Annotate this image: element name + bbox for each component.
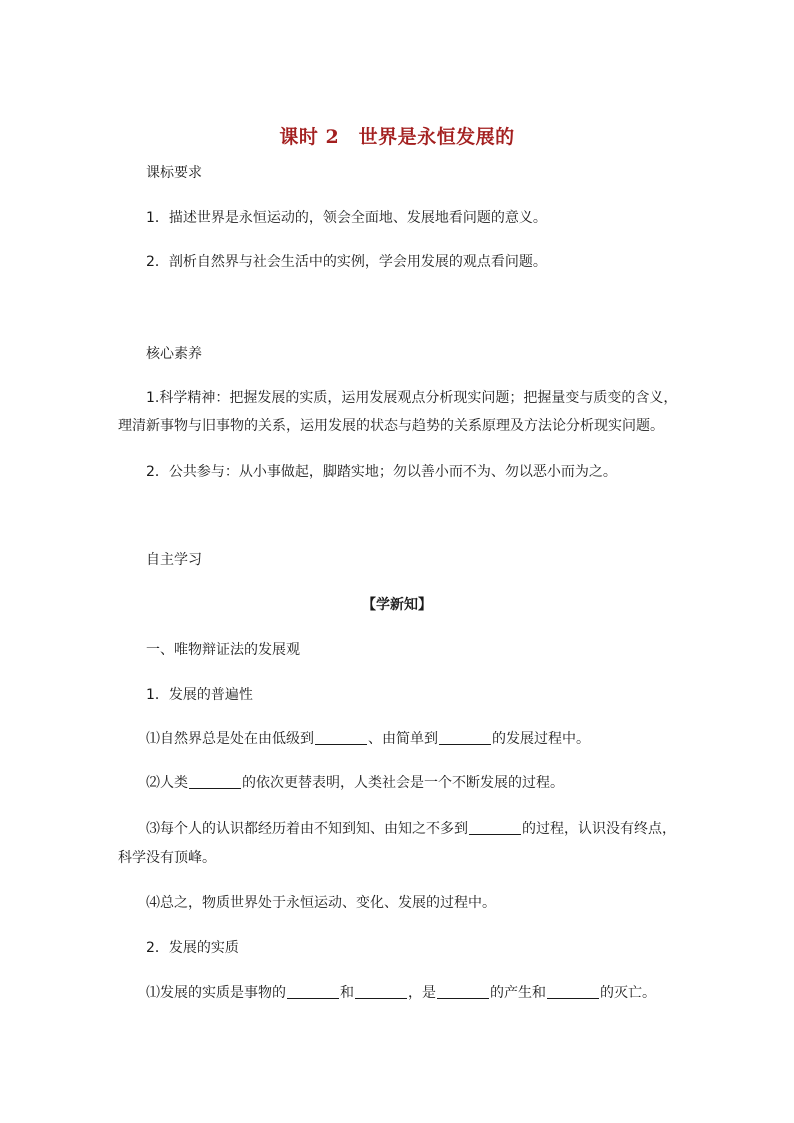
fill-blank[interactable] — [287, 984, 339, 999]
subheading-xuexinzhi: 【学新知】 — [362, 597, 432, 613]
q1-item-3-line-2: 科学没有顶峰。 — [118, 850, 216, 866]
fill-blank[interactable] — [469, 820, 521, 835]
text-segment: 的灭亡。 — [600, 985, 656, 1001]
kebiao-item-2: 2．剖析自然界与社会生活中的实例，学会用发展的观点看问题。 — [146, 254, 547, 270]
section-heading-zizhu: 自主学习 — [146, 552, 202, 568]
text-segment: ⑴自然界总是处在由低级到 — [146, 731, 314, 747]
text-segment: 、由简单到 — [368, 731, 438, 747]
q1-item-3-line-1 — [146, 818, 676, 840]
q2-item-1 — [146, 982, 656, 1004]
fill-blank[interactable] — [355, 984, 407, 999]
section-heading-hexin: 核心素养 — [146, 346, 202, 362]
text-segment: 的过程，认识没有终点， — [522, 821, 676, 837]
fill-blank[interactable] — [439, 730, 491, 745]
q1-item-2 — [146, 772, 564, 794]
hexin-item-1-line-2: 理清新事物与旧事物的关系，运用发展的状态与趋势的关系原理及方法论分析现实问题。 — [118, 418, 664, 434]
hexin-item-1-line-1: 1.科学精神：把握发展的实质，运用发展观点分析现实问题；把握量变与质变的含义， — [146, 390, 678, 406]
fill-blank[interactable] — [189, 774, 241, 789]
text-segment: 的产生和 — [490, 985, 546, 1001]
text-segment: ⑶每个人的认识都经历着由不知到知、由知之不多到 — [146, 821, 468, 837]
fill-blank[interactable] — [547, 984, 599, 999]
text-segment: ⑵人类 — [146, 775, 188, 791]
kebiao-item-1: 1．描述世界是永恒运动的，领会全面地、发展地看问题的意义。 — [146, 210, 547, 226]
text-segment: 的发展过程中。 — [492, 731, 590, 747]
fill-blank[interactable] — [437, 984, 489, 999]
text-segment: 和 — [340, 985, 354, 1001]
page-title: 课时 2 世界是永恒发展的 — [279, 126, 515, 148]
text-segment: ⑴发展的实质是事物的 — [146, 985, 286, 1001]
section-heading-kebiao: 课标要求 — [146, 165, 202, 181]
fill-blank[interactable] — [315, 730, 367, 745]
part-1-heading: 一、唯物辩证法的发展观 — [146, 642, 300, 658]
text-segment: 的依次更替表明，人类社会是一个不断发展的过程。 — [242, 775, 564, 791]
q1-item-1 — [146, 728, 590, 750]
q2-heading: 2．发展的实质 — [146, 940, 239, 956]
q1-heading: 1．发展的普遍性 — [146, 687, 253, 703]
hexin-item-2: 2．公共参与：从小事做起，脚踏实地；勿以善小而不为、勿以恶小而为之。 — [146, 464, 617, 480]
text-segment: ，是 — [408, 985, 436, 1001]
q1-item-4: ⑷总之，物质世界处于永恒运动、变化、发展的过程中。 — [146, 895, 496, 911]
